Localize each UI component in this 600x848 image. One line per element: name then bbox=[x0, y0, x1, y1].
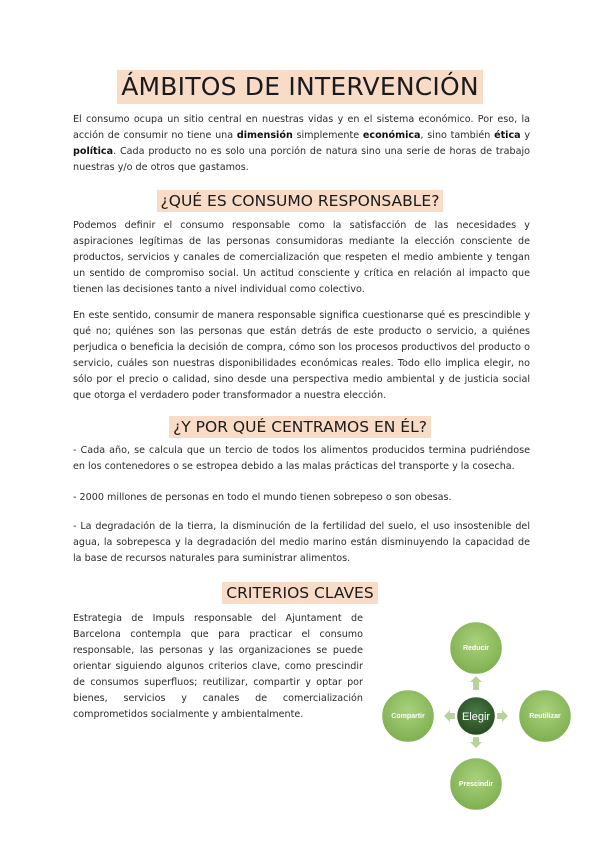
svg-text:Compartir: Compartir bbox=[391, 713, 425, 720]
section3-paragraph: Estrategia de Impuls responsable del Ajuntament de Barcelona contempla que para practicar el consumo responsable, las personas y las organizaciones se puede orientar siguiendo algunos criterios clave, como prescindir de consumos superfluos; reutilizar, compartir y optar por bienes, servicios y canales de comercialización comprometidos socialmente y ambientalmente. bbox=[73, 613, 363, 720]
section1-paragraph-2: En este sentido, consumir de manera responsable significa cuestionarse qué es prescindible y qué no; quiénes son las personas que están detrás de este producto o servicio, a quiénes perjudica o beneficia la decisión de compra, cómo son los procesos productivos del producto o servicio, cuáles son nuestras disponibilidades económicas reales. Todo ello implica elegir, no sólo por el precio o calidad, sino desde una perspectiva medio ambiental y de justicia social que otorga el verdadero poder transformador a nuestra elección. bbox=[73, 310, 530, 401]
criteria-cycle-diagram bbox=[352, 618, 600, 818]
section1-paragraph-1: Podemos definir el consumo responsable como la satisfacción de las necesidades y aspiraciones legítimas de las personas consumidoras mediante la elección consciente de productos, servicios y canales de comercialización que respeten el medio ambiente y tengan un sentido de compromiso social. Un actitud consciente y crítica en relación al impacto que tienen las decisiones tanto a nivel individual como colectivo. bbox=[73, 220, 530, 295]
section2-item-1: - Cada año, se calcula que un tercio de todos los alimentos producidos termina pudriéndose en los contenedores o se estropea debido a las malas prácticas del transporte y la cosecha. bbox=[73, 445, 530, 472]
section-heading-por-que: ¿Y POR QUÉ CENTRAMOS EN ÉL? bbox=[0, 416, 600, 438]
arrow-up-icon bbox=[470, 676, 482, 690]
svg-text:Reducir: Reducir bbox=[462, 645, 490, 652]
criteria-reducir bbox=[449, 621, 503, 675]
intro-paragraph: El consumo ocupa un sitio central en nuestras vidas y en el sistema económico. Por eso, la acción de consumir no tiene una dimensión simplemente económica, sino también ética y política. Cada producto no es solo una porción de natura sino una serie de horas de trabajo nuestras y/o de otros que gastamos. bbox=[73, 114, 530, 173]
page-title: ÁMBITOS DE INTERVENCIÓN bbox=[0, 70, 600, 104]
criteria-center-elegir bbox=[456, 696, 496, 736]
criteria-reutilizar bbox=[518, 689, 572, 743]
section-heading-consumo-responsable: ¿QUÉ ES CONSUMO RESPONSABLE? bbox=[0, 190, 600, 212]
section2-item-2: - 2000 millones de personas en todo el mundo tienen sobrepeso o son obesas. bbox=[73, 492, 452, 503]
svg-text:Prescindir: Prescindir bbox=[458, 781, 494, 788]
criteria-compartir bbox=[381, 689, 435, 743]
svg-text:Elegir: Elegir bbox=[461, 711, 491, 723]
svg-text:Reutilizar: Reutilizar bbox=[529, 713, 561, 720]
section-heading-criterios: CRITERIOS CLAVES bbox=[0, 582, 600, 604]
criteria-prescindir bbox=[449, 757, 503, 811]
section2-item-3: - La degradación de la tierra, la disminución de la fertilidad del suelo, el uso insostenible del agua, la sobrepesca y la degradación del medio marino están disminuyendo la capacidad de la base de recursos naturales para suministrar alimentos. bbox=[73, 521, 530, 564]
